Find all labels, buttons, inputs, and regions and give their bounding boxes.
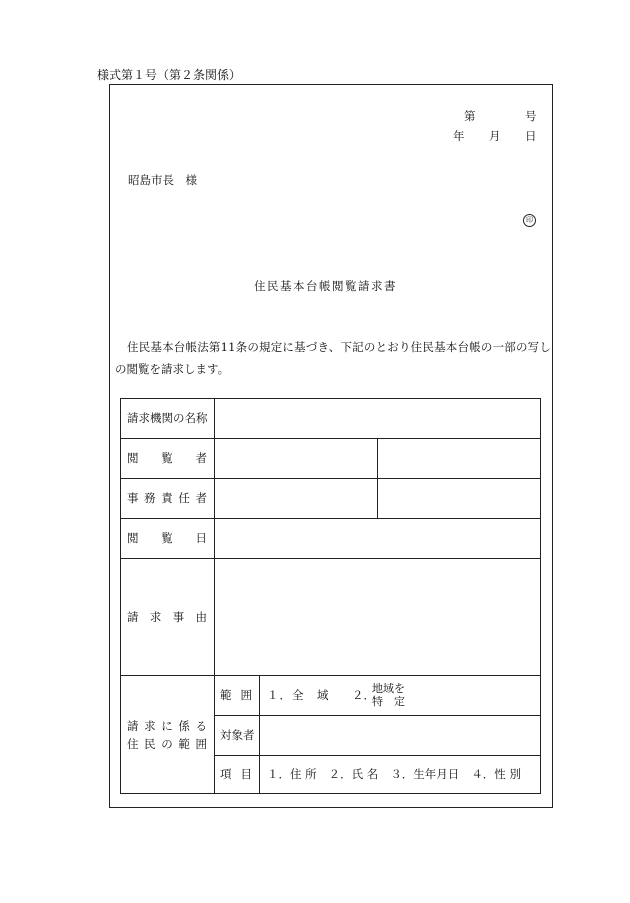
range-option-area-number: ２．: [352, 688, 375, 702]
item-address: １．住 所: [267, 767, 317, 781]
doc-number-unit: 号: [525, 109, 537, 123]
range-option-all: １．全 域: [267, 688, 330, 702]
item-name: ２．氏 名: [328, 767, 379, 781]
intro-text-line2: の閲覧を請求します。: [115, 362, 230, 376]
document-title: 住民基本台帳閲覧請求書: [254, 279, 397, 293]
label-column-divider: [214, 398, 215, 794]
items-label: 項 目: [220, 767, 252, 781]
sub-row-divider: [214, 715, 541, 716]
view-date-label: 閲 覧 日: [127, 531, 207, 545]
scope-label: [127, 675, 207, 794]
date-day: 日: [525, 129, 537, 143]
table-border-left: [120, 398, 121, 794]
date-year: 年: [453, 129, 465, 143]
addressee: 昭島市長 様: [128, 173, 197, 187]
doc-number-label: 第: [464, 109, 476, 123]
request-table: [120, 398, 541, 794]
viewer-label: 閲 覧 者: [127, 451, 207, 465]
items-list: [267, 755, 521, 793]
intro-text-line1: 住民基本台帳法第11条の規定に基づき、下記のとおり住民基本台帳の一部の写し: [127, 340, 552, 354]
manager-label: 事 務 責 任 者: [127, 491, 207, 505]
scope-label-line2: 住 民 の 範 囲: [127, 736, 207, 751]
range-option-area: 地域を 特 定: [372, 682, 405, 708]
date-month: 月: [489, 129, 501, 143]
scope-label-divider: [259, 675, 260, 794]
org-name-label: 請求機関の名称: [127, 411, 208, 425]
seal-mark-icon: 印: [523, 214, 536, 227]
target-label: 対象者: [220, 728, 255, 742]
table-border-right: [540, 398, 541, 794]
reason-label: 請 求 事 由: [127, 609, 207, 624]
item-birthdate: ３．生年月日: [390, 767, 460, 781]
item-gender: ４．性 別: [471, 767, 521, 781]
range-label: 範 囲: [220, 688, 252, 702]
scope-label-line1: 請 求 に 係 る: [127, 718, 207, 733]
form-number-label: 様式第１号（第２条関係）: [97, 68, 242, 82]
split-column-divider: [377, 438, 378, 518]
